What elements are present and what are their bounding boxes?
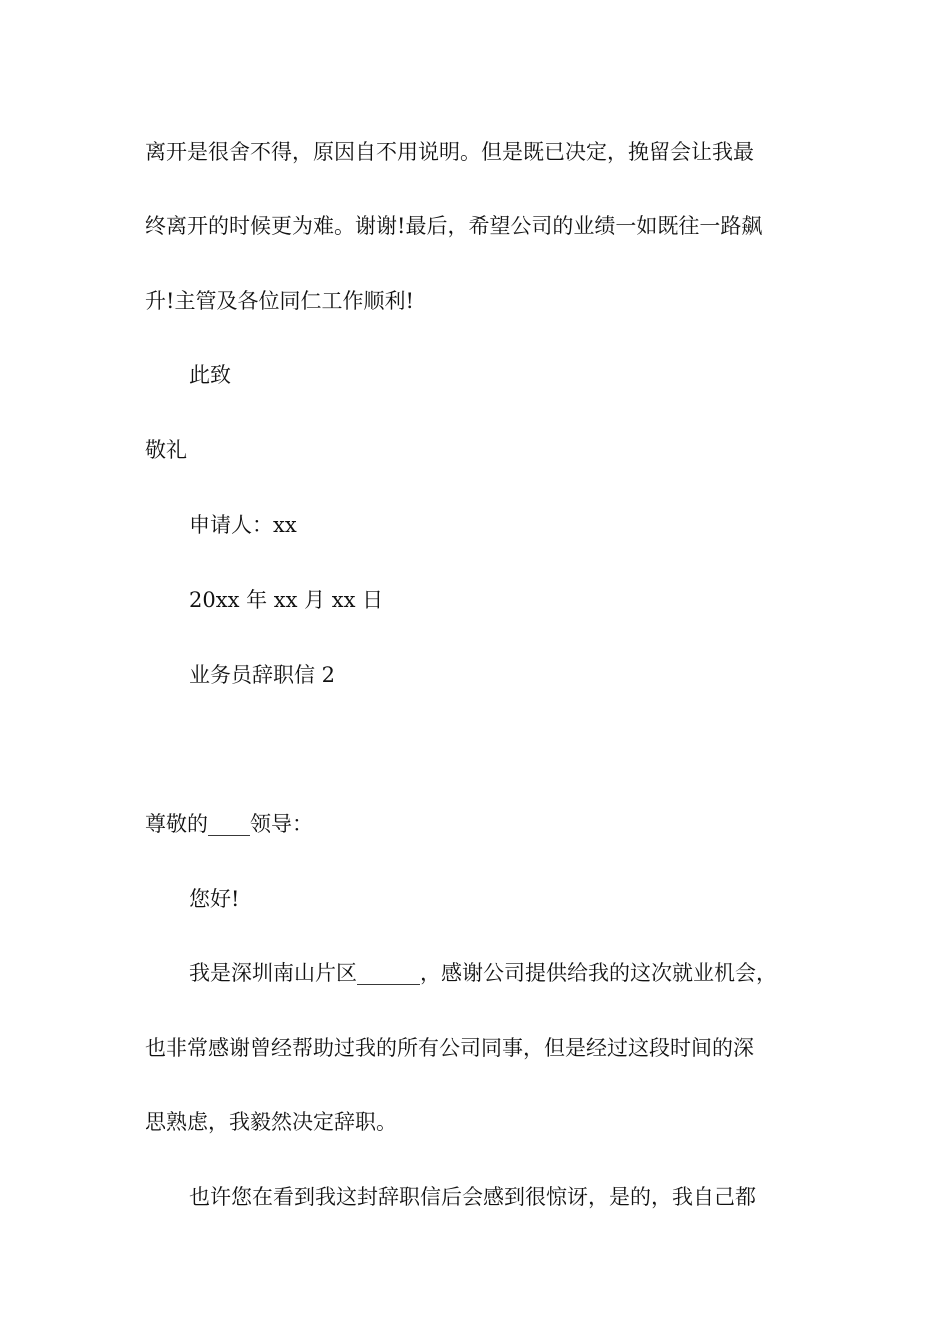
paragraph-line: 升!主管及各位同仁工作顺利! [145, 289, 414, 313]
paragraph-line: 我是深圳南山片区______，感谢公司提供给我的这次就业机会， [189, 961, 777, 985]
paragraph-line: 也许您在看到我这封辞职信后会感到很惊讶，是的，我自己都 [189, 1185, 756, 1209]
applicant-signature: 申请人：xx [189, 513, 297, 537]
paragraph-line: 思熟虑，我毅然决定辞职。 [145, 1110, 397, 1134]
signature-date: 20xx 年 xx 月 xx 日 [189, 588, 384, 612]
paragraph-line: 离开是很舍不得，原因自不用说明。但是既已决定，挽留会让我最 [145, 140, 754, 164]
section-title: 业务员辞职信 2 [189, 663, 336, 687]
closing-salutation: 此致 [189, 363, 231, 387]
letter-greeting: 尊敬的____领导： [145, 812, 313, 836]
greeting-hello: 您好! [189, 887, 240, 911]
paragraph-line: 终离开的时候更为难。谢谢!最后，希望公司的业绩一如既往一路飙 [145, 214, 763, 238]
paragraph-line: 也非常感谢曾经帮助过我的所有公司同事，但是经过这段时间的深 [145, 1036, 754, 1060]
closing-regards: 敬礼 [145, 438, 187, 462]
